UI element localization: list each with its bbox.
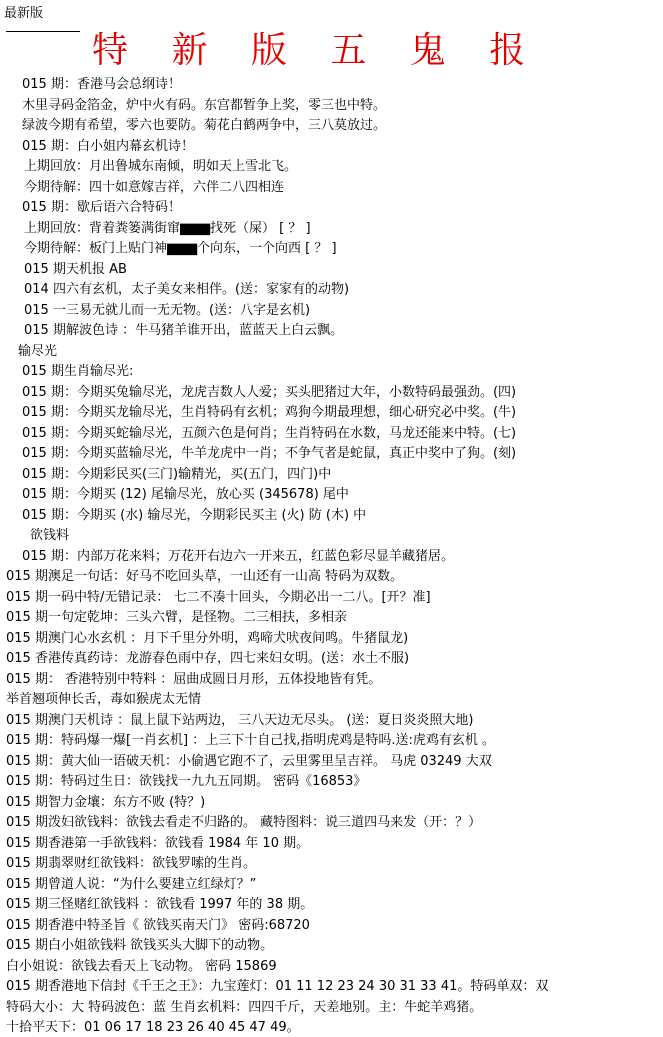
text-line: 015 期：特码爆一爆[一肖玄机] ：上三下十自己找,指明虎鸡是特吗.送:虎鸡有玄机 。 xyxy=(6,733,495,748)
text-line: 015 期：白小姐内幕玄机诗！ xyxy=(22,138,194,154)
text-line: 十拾平天下：01 06 17 18 23 26 40 45 47 49。 xyxy=(6,1020,300,1035)
text-line: 举首翘项伸长舌，毒如猴虎太无情 xyxy=(6,692,202,707)
text-line: 015 期澳足一句话：好马不吃回头草，一山还有一山高 特码为双数。 xyxy=(6,569,404,584)
edition-tag: 最新版 xyxy=(4,6,44,21)
text-line: 015 期：内部万花来料；万花开右边六一开来五，红蓝色彩尽显羊藏猪居。 xyxy=(22,548,454,564)
text-line: 白小姐说：欲钱去看天上飞动物。 密码 15869 xyxy=(6,958,277,974)
text-line: 木里寻码金箔金，炉中火有码。东宫都暂争上奖，零三也中特。 xyxy=(22,97,387,113)
text-line: 欲钱料 xyxy=(30,528,70,543)
text-line: 015 期一句定乾坤：三头六臂，是怪物。二三相扶，多相亲 xyxy=(6,610,347,625)
text-line: 015 期：今期买 (水) 输尽光，今期彩民买主 (火) 防 (木) 中 xyxy=(22,507,367,523)
text-line: 015 期解波色诗 ：牛马猪羊谁开出，蓝蓝天上白云飘。 xyxy=(24,323,344,338)
text-line: 今期待解：板门上贴门神▆▆▆个向东，一个向西 [ ？ ] xyxy=(24,241,337,256)
text-line: 015 期：今期买龙输尽光，生肖特码有玄机；鸡狗今期最理想，细心研究必中奖。(牛) xyxy=(22,405,517,420)
text-line: 015 期：歇后语六合特码！ xyxy=(22,200,181,215)
page-title: 特 新 版 五 鬼 报 xyxy=(92,30,542,71)
text-line: 015 期香港地下信封《千王之王》：九宝莲灯：01 11 12 23 24 30 31 33 41。特码单双：双 xyxy=(6,979,549,994)
text-line: 今期待解：四十如意嫁吉祥，六伴二八四相连 xyxy=(24,179,285,195)
text-line: 015 期翡翠财红欲钱料：欲钱罗嗦的生肖。 xyxy=(6,856,256,871)
text-line: 015 期：黄大仙一语破天机：小偷遇它跑不了，云里雾里呈吉祥。 马虎 03249 大双 xyxy=(6,753,492,769)
text-line: 015 期澳门心水玄机 ：月下千里分外明，鸡啼犬吠夜间鸣。牛猪鼠龙) xyxy=(6,630,409,646)
text-line: 015 期：今期彩民买(三门)输精光，买(五门，四门)中 xyxy=(22,466,332,482)
text-line: 上期回放：背着粪篓满街窜▆▆▆找死（屎） [ ？ ] xyxy=(24,220,311,236)
text-line: 015 期三怪赌红欲钱料 ：欲钱看 1997 年的 38 期。 xyxy=(6,897,314,912)
text-line: 015 期曾道人说：“为什么要建立红绿灯？” xyxy=(6,876,257,892)
header-rule xyxy=(6,31,80,32)
text-line: 015 一三易无就儿而一无无物。(送：八字是玄机) xyxy=(24,302,311,318)
text-line: 015 期澳门天机诗 ：鼠上鼠下站两边， 三八天边无尽头。 (送：夏日炎炎照大地) xyxy=(6,712,474,728)
text-line: 015 期天机报 AB xyxy=(24,261,127,277)
text-line: 015 香港传真药诗：龙游春色雨中存，四七来妇女明。(送：水土不服) xyxy=(6,651,410,666)
text-line: 015 期智力金壤：东方不败 (特？) xyxy=(6,794,206,810)
text-line: 015 期：今期买蓝输尽光，牛羊龙虎中一肖；不争气者是蛇鼠，真正中奖中了狗。(刻) xyxy=(22,446,517,461)
text-line: 015 期：今期买蛇输尽光，五颜六色是何肖；生肖特码在水数，马龙还能来中特。(七) xyxy=(22,425,517,441)
text-line: 上期回放：月出鲁城东南倾，明如天上雪北飞。 xyxy=(24,159,298,174)
text-line: 输尽光 xyxy=(18,343,58,359)
text-line: 015 期：今期买兔输尽光，龙虎吉数人人爱；买头肥猪过大年，小数特码最强劲。(四) xyxy=(22,384,517,400)
text-line: 015 期一码中特/无错记录： 七二不凑十回头，今期必出一二八。[开？准] xyxy=(6,589,431,605)
text-line: 015 期白小姐欲钱料 欲钱买头大脚下的动物。 xyxy=(6,938,274,953)
text-line: 015 期：香港马会总纲诗！ xyxy=(22,77,181,92)
text-line: 015 期香港中特圣旨《 欲钱买南天门》 密码:68720 xyxy=(6,917,310,933)
text-line: 015 期香港第一手欲钱料：欲钱看 1984 年 10 期。 xyxy=(6,835,310,851)
text-line: 014 四六有玄机，太子美女来相伴。(送：家家有的动物) xyxy=(24,282,350,297)
text-line: 015 期：特码过生日：欲钱找一九九五同期。 密码《16853》 xyxy=(6,774,367,789)
text-line: 特码大小：大 特码波色：蓝 生肖玄机料：四四千斤，天差地别。主：牛蛇羊鸡猪。 xyxy=(6,999,483,1015)
text-line: 015 期： 香港特别中特料 ：屈曲成圆日月形，五体投地皆有凭。 xyxy=(6,671,382,687)
text-line: 015 期：今期买 (12) 尾输尽光，放心买 (345678) 尾中 xyxy=(22,487,349,502)
text-line: 015 期生肖输尽光: xyxy=(22,364,134,379)
text-line: 015 期泼妇欲钱料：欲钱去看走不归路的。 藏特图料：说三道四马来发（开：？） xyxy=(6,815,482,830)
text-line: 绿波今期有希望，零六也要防。菊花白鹤两争中，三八莫放过。 xyxy=(22,118,387,133)
